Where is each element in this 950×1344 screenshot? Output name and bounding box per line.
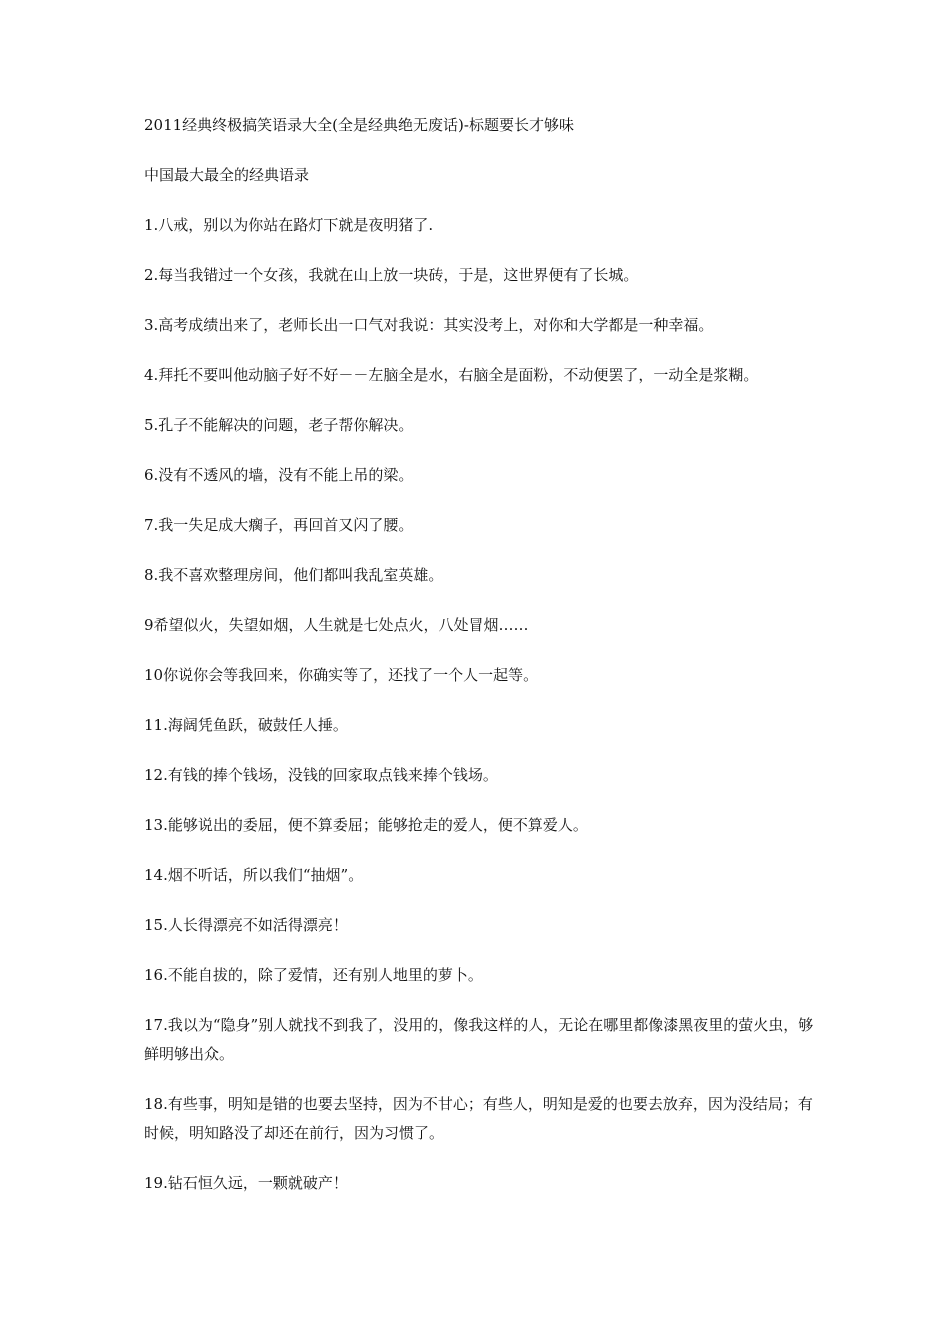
quote-item: 3.高考成绩出来了，老师长出一口气对我说：其实没考上，对你和大学都是一种幸福。 <box>144 316 714 334</box>
quote-item: 8.我不喜欢整理房间，他们都叫我乱室英雄。 <box>144 566 444 584</box>
quote-item: 12.有钱的捧个钱场，没钱的回家取点钱来捧个钱场。 <box>144 766 498 784</box>
document-title: 2011经典终极搞笑语录大全(全是经典绝无废话)-标题要长才够味 <box>144 116 574 134</box>
quote-item: 1.八戒，别以为你站在路灯下就是夜明猪了. <box>144 216 434 234</box>
quote-item: 11.海阔凭鱼跃，破鼓任人捶。 <box>144 716 348 734</box>
quote-item: 10你说你会等我回来，你确实等了，还找了一个人一起等。 <box>144 666 539 684</box>
document-body <box>144 111 814 1219</box>
quote-item: 6.没有不透风的墙，没有不能上吊的梁。 <box>144 466 414 484</box>
quote-item: 16.不能自拔的，除了爱情，还有别人地里的萝卜。 <box>144 966 483 984</box>
quote-item: 14.烟不听话，所以我们“抽烟”。 <box>144 866 364 884</box>
quote-item: 17.我以为“隐身”别人就找不到我了，没用的，像我这样的人，无论在哪里都像漆黑夜里的萤火虫，够鲜明够出众。 <box>144 1016 814 1063</box>
quote-item: 7.我一失足成大瘸子，再回首又闪了腰。 <box>144 516 414 534</box>
quote-item: 13.能够说出的委屈，便不算委屈；能够抢走的爱人，便不算爱人。 <box>144 816 588 834</box>
quote-item: 2.每当我错过一个女孩，我就在山上放一块砖，于是，这世界便有了长城。 <box>144 266 639 284</box>
quote-item: 5.孔子不能解决的问题，老子帮你解决。 <box>144 416 414 434</box>
document-subtitle: 中国最大最全的经典语录 <box>144 166 310 184</box>
quote-item: 18.有些事，明知是错的也要去坚持，因为不甘心；有些人，明知是爱的也要去放弃，因为没结局；有时候，明知路没了却还在前行，因为习惯了。 <box>144 1095 813 1142</box>
quote-item: 4.拜托不要叫他动脑子好不好－－左脑全是水，右脑全是面粉，不动便罢了，一动全是浆糊。 <box>144 366 759 384</box>
quote-item: 15.人长得漂亮不如活得漂亮！ <box>144 916 348 934</box>
quote-item: 19.钻石恒久远，一颗就破产！ <box>144 1174 348 1192</box>
quote-item: 9希望似火，失望如烟，人生就是七处点火，八处冒烟…… <box>144 616 529 634</box>
